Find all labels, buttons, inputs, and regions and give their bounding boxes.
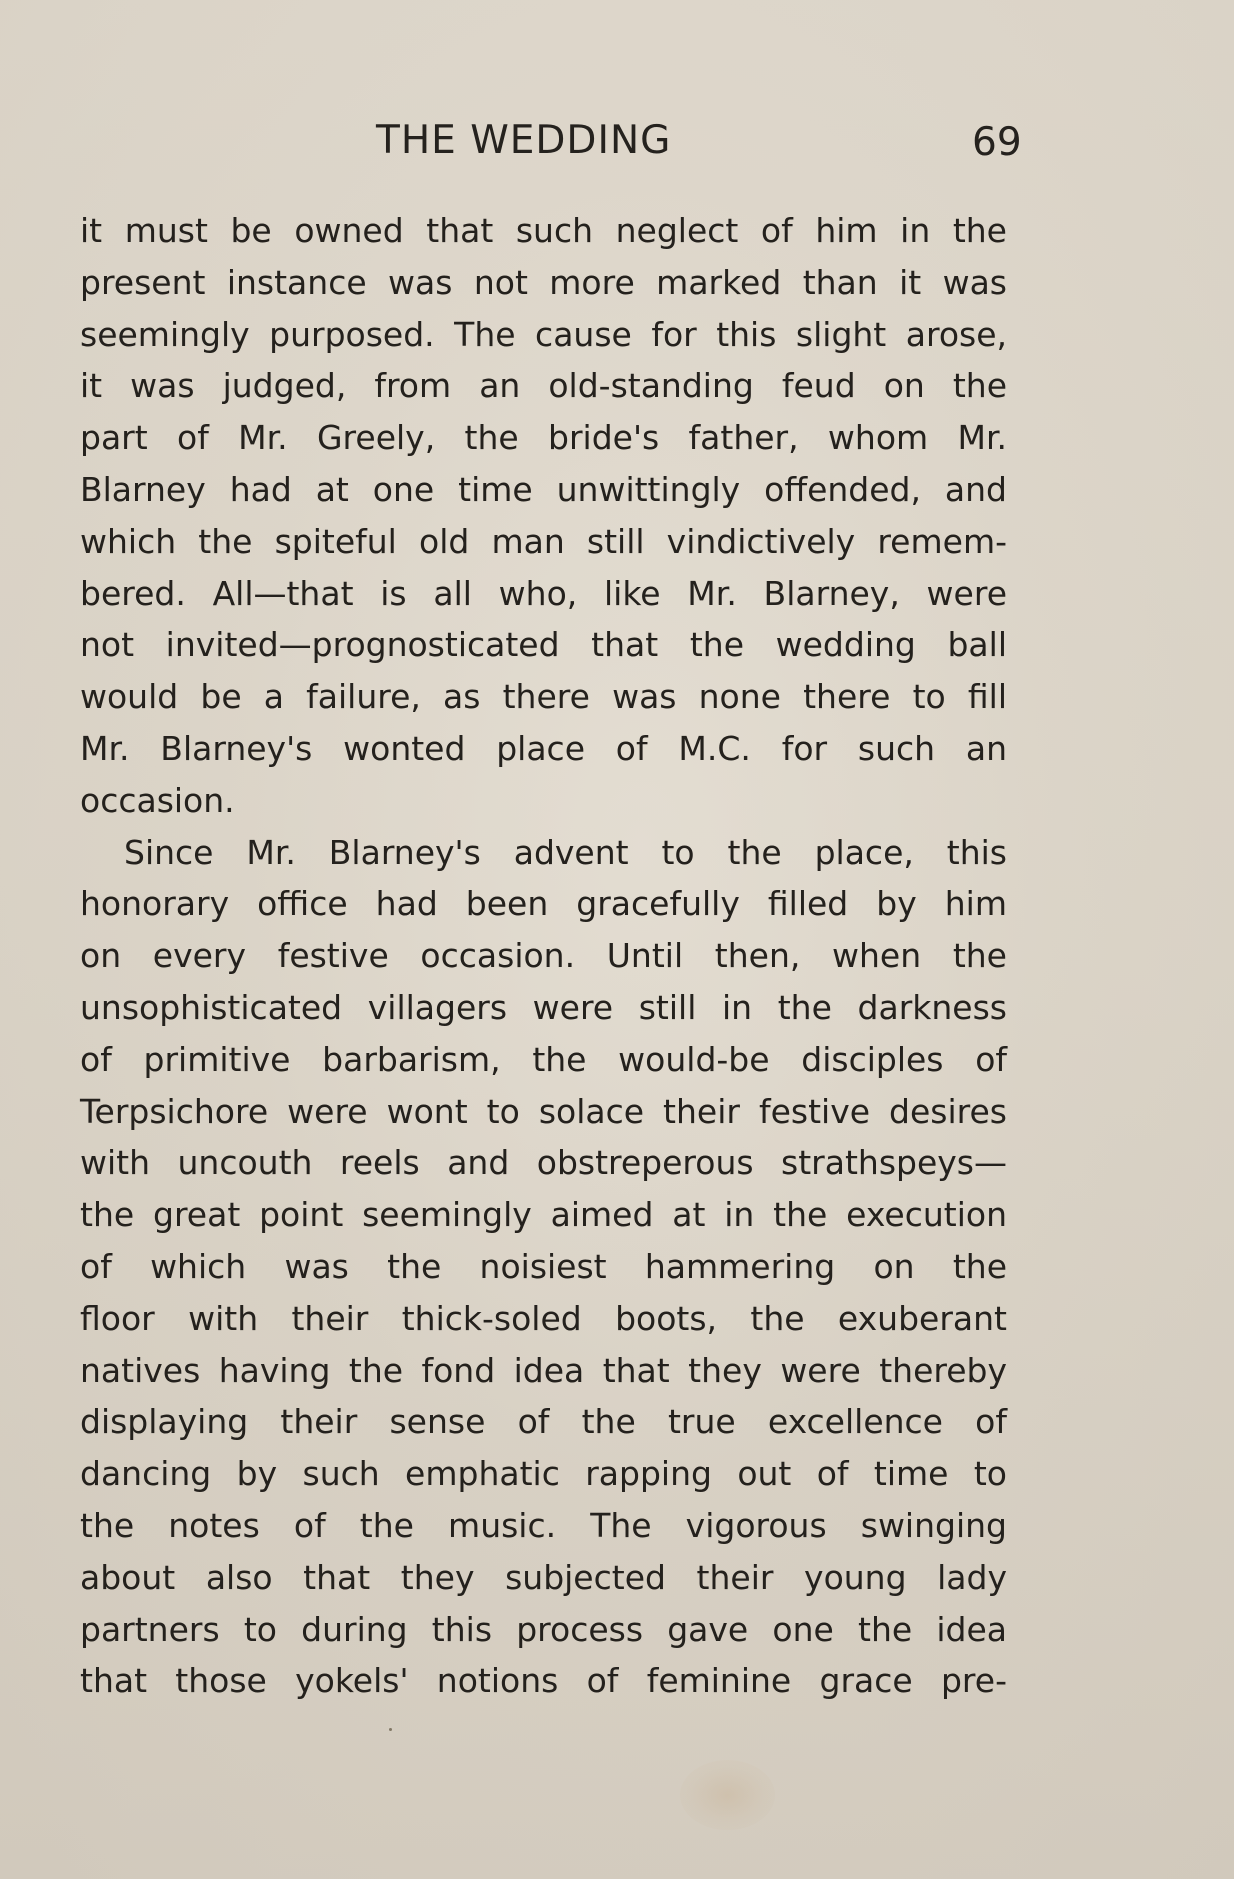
text-line: that those yokels' notions of feminine grace pre- <box>80 1661 1007 1701</box>
body-text <box>80 205 1007 1707</box>
text-line: of which was the noisiest hammering on the <box>80 1246 1007 1286</box>
text-line: with uncouth reels and obstreperous strathspeys— <box>80 1143 1007 1183</box>
text-line: which the spiteful old man still vindictively remem- <box>80 521 1007 561</box>
chapter-title: THE WEDDING <box>376 118 672 163</box>
text-line: Since Mr. Blarney's advent to the place, this <box>124 832 1007 872</box>
text-line: it must be owned that such neglect of him in the <box>80 211 1007 250</box>
text-line: Mr. Blarney's wonted place of M.C. for such an <box>80 728 1007 768</box>
text-line: seemingly purposed. The cause for this slight arose, <box>80 314 1007 354</box>
text-line: it was judged, from an old-standing feud on the <box>80 366 1007 406</box>
text-line: honorary office had been gracefully filled by him <box>80 884 1007 924</box>
text-line: not invited—prognosticated that the wedding ball <box>80 625 1007 665</box>
text-line: partners to during this process gave one the idea <box>80 1609 1007 1649</box>
text-line: Blarney had at one time unwittingly offended, and <box>80 469 1007 509</box>
page-number: 69 <box>972 120 1022 165</box>
text-line: the great point seemingly aimed at in the execution <box>80 1195 1007 1235</box>
text-line: would be a failure, as there was none there to fill <box>80 677 1007 717</box>
text-line: dancing by such emphatic rapping out of time to <box>80 1454 1007 1494</box>
text-line: unsophisticated villagers were still in the darkness <box>80 987 1007 1027</box>
ink-speck <box>389 1728 392 1731</box>
paper-stain <box>680 1760 775 1830</box>
text-line: natives having the fond idea that they were thereby <box>80 1350 1007 1390</box>
running-head <box>0 118 1234 168</box>
text-line: displaying their sense of the true excellence of <box>80 1402 1007 1442</box>
text-line: present instance was not more marked than it was <box>80 262 1007 302</box>
text-line: floor with their thick-soled boots, the exuberant <box>80 1298 1007 1338</box>
text-line: part of Mr. Greely, the bride's father, whom Mr. <box>80 418 1007 458</box>
text-line: on every festive occasion. Until then, when the <box>80 936 1007 976</box>
text-line: the notes of the music. The vigorous swinging <box>80 1505 1007 1545</box>
text-line: occasion. <box>80 780 235 820</box>
text-line: about also that they subjected their young lady <box>80 1557 1007 1597</box>
text-line: of primitive barbarism, the would-be disciples of <box>80 1039 1007 1079</box>
text-line: bered. All—that is all who, like Mr. Blarney, were <box>80 573 1007 613</box>
text-line: Terpsichore were wont to solace their festive desires <box>80 1091 1007 1131</box>
